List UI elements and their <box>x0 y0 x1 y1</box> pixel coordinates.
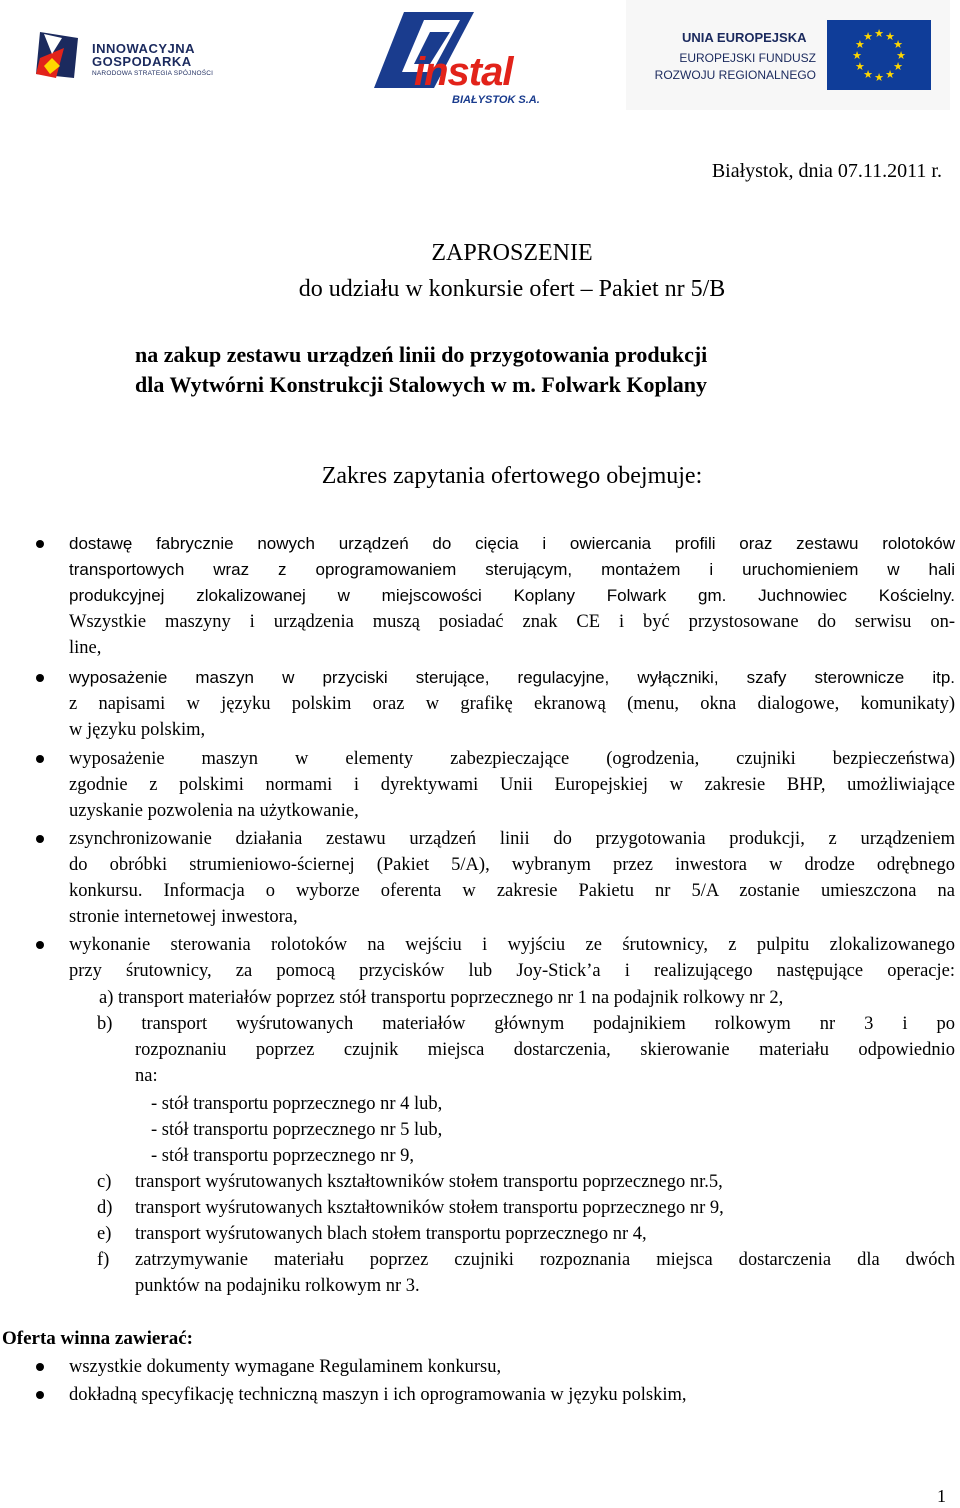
eu-flag-icon <box>827 20 931 90</box>
eu-star-icon: ★ <box>885 68 895 82</box>
page-number: 1 <box>937 1486 946 1506</box>
eu-title: UNIA EUROPEJSKA <box>682 30 807 45</box>
operation-f-label: f) <box>97 1250 110 1270</box>
innowacyjna-gospodarka-logo <box>34 26 250 86</box>
scope-item-2-line: wyposażenie maszyn w przyciski sterujące, regulacyjne, wyłączniki, szafy sterownicze itp. <box>69 668 955 687</box>
eu-star-icon: ★ <box>863 68 873 82</box>
document-title-line2: do udziału w konkursie ofert – Pakiet nr 5/B <box>298 276 726 302</box>
operation-b-target: - stół transportu poprzecznego nr 5 lub, <box>151 1120 443 1140</box>
operation-f-text: zatrzymywanie materiału poprzez czujniki rozpoznania miejsca dostarczenia dla dwóch <box>135 1250 955 1270</box>
operation-b-line: b) transport wyśrutowanych materiałów głównym podajnikiem rolkowym nr 3 i po <box>97 1014 955 1034</box>
offer-item: wszystkie dokumenty wymagane Regulaminem konkursu, <box>69 1357 502 1377</box>
eu-star-icon: ★ <box>893 60 904 73</box>
offer-heading: Oferta winna zawierać: <box>2 1328 193 1349</box>
bullet-icon <box>36 941 44 949</box>
document-title: ZAPROSZENIE <box>431 240 593 266</box>
bullet-icon <box>36 674 44 682</box>
operation-e-label: e) <box>97 1224 112 1244</box>
eu-star-icon: ★ <box>863 29 873 43</box>
eu-logo <box>626 0 950 110</box>
operation-a: a) transport materiałów poprzez stół transportu poprzecznego nr 1 na podajnik rolkowy nr 2, <box>99 988 784 1008</box>
eu-star-icon: ★ <box>896 49 906 62</box>
eu-star-icon: ★ <box>854 60 865 73</box>
ig-subtitle: NARODOWA STRATEGIA SPÓJNOŚCI <box>92 70 214 77</box>
operation-d-text: transport wyśrutowanych kształtowników stołem transportu poprzecznego nr 9, <box>135 1198 724 1218</box>
operation-e-text: transport wyśrutowanych blach stołem transportu poprzecznego nr 4, <box>135 1224 647 1244</box>
bullet-icon <box>36 1363 44 1371</box>
bullet-icon <box>36 835 44 843</box>
scope-item-5-line: wykonanie sterowania rolotoków na wejściu i wyjściu ze śrutownicy, z pulpitu zlokalizowanego <box>69 935 955 955</box>
scope-item-4-line: konkursu. Informacja o wyborze oferenta w zakresie Pakietu nr 5/A zostanie umieszczona na <box>69 881 955 901</box>
scope-item-1-line: dostawę fabrycznie nowych urządzeń do cięcia i owiercania profili oraz zestawu rolotoków <box>69 534 955 553</box>
scope-item-1-line: line, <box>69 638 102 658</box>
instal-wordmark: instal <box>414 50 513 94</box>
document-subtitle-line1: na zakup zestawu urządzeń linii do przygotowania produkcji <box>135 342 708 367</box>
operation-c-text: transport wyśrutowanych kształtowników stołem transportu poprzecznego nr.5, <box>135 1172 723 1192</box>
scope-item-3-line: uzyskanie pozwolenia na użytkowanie, <box>69 801 359 821</box>
scope-item-1-line: produkcyjnej zlokalizowanej w miejscowości Koplany Folwark gm. Juchnowiec Kościelny. <box>69 586 955 605</box>
operation-c-label: c) <box>97 1172 112 1192</box>
scope-item-4-line: do obróbki strumieniowo-ściernej (Pakiet 5/A), wybranym przez inwestora w drodze odrębnego <box>69 855 955 875</box>
eu-fund-name: EUROPEJSKI FUNDUSZ ROZWOJU REGIONALNEGO <box>654 51 816 82</box>
instal-logo <box>374 8 564 108</box>
scope-item-4-line: zsynchronizowanie działania zestawu urządzeń linii do przygotowania produkcji, z urządzeniem <box>69 829 955 849</box>
ig-title: INNOWACYJNA GOSPODARKA <box>92 41 196 69</box>
operation-f-text: punktów na podajniku rolkowym nr 3. <box>135 1276 420 1296</box>
instal-subtitle: BIAŁYSTOK S.A. <box>452 94 540 106</box>
bullet-icon <box>36 540 44 548</box>
operation-b-target: - stół transportu poprzecznego nr 9, <box>151 1146 415 1166</box>
scope-item-3-line: zgodnie z polskimi normami i dyrektywami Unii Europejskiej w zakresie BHP, umożliwiające <box>69 775 955 795</box>
eu-star-icon: ★ <box>893 38 904 51</box>
operation-b-target: - stół transportu poprzecznego nr 4 lub, <box>151 1094 443 1114</box>
document-date: Białystok, dnia 07.11.2011 r. <box>711 160 942 182</box>
scope-item-2-line: z napisami w języku polskim oraz w grafikę ekranową (menu, okna dialogowe, komunikaty) <box>69 694 955 714</box>
eu-star-icon: ★ <box>874 71 884 84</box>
ig-emblem-icon <box>34 28 86 84</box>
scope-item-1-line: transportowych wraz z oprogramowaniem sterującym, montażem i uruchomieniem w hali <box>69 560 955 579</box>
operation-b-line: rozpoznaniu poprzez czujnik miejsca dostarczenia, skierowanie materiału odpowiednio <box>135 1040 955 1060</box>
scope-heading: Zakres zapytania ofertowego obejmuje: <box>321 463 703 489</box>
scope-item-4-line: stronie internetowej inwestora, <box>69 907 298 927</box>
scope-item-3-line: wyposażenie maszyn w elementy zabezpieczające (ogrodzenia, czujniki bezpieczeństwa) <box>69 749 955 769</box>
bullet-icon <box>36 1391 44 1399</box>
scope-item-5-line: przy śrutownicy, za pomocą przycisków lub Joy-Stick’a i realizującego następujące operacje: <box>69 961 955 981</box>
eu-star-icon: ★ <box>852 49 862 62</box>
eu-star-icon: ★ <box>874 27 884 40</box>
document-subtitle-line2: dla Wytwórni Konstrukcji Stalowych w m. Folwark Koplany <box>135 372 708 397</box>
bullet-icon <box>36 755 44 763</box>
eu-star-icon: ★ <box>885 29 895 43</box>
offer-item: dokładną specyfikację techniczną maszyn i ich oprogramowania w języku polskim, <box>69 1385 687 1405</box>
eu-star-icon: ★ <box>854 38 865 51</box>
scope-item-1-line: Wszystkie maszyny i urządzenia muszą posiadać znak CE i być przystosowane do serwisu on- <box>69 612 955 632</box>
operation-b-line: na: <box>135 1066 158 1086</box>
operation-d-label: d) <box>97 1198 113 1218</box>
scope-item-2-line: w języku polskim, <box>69 720 206 740</box>
